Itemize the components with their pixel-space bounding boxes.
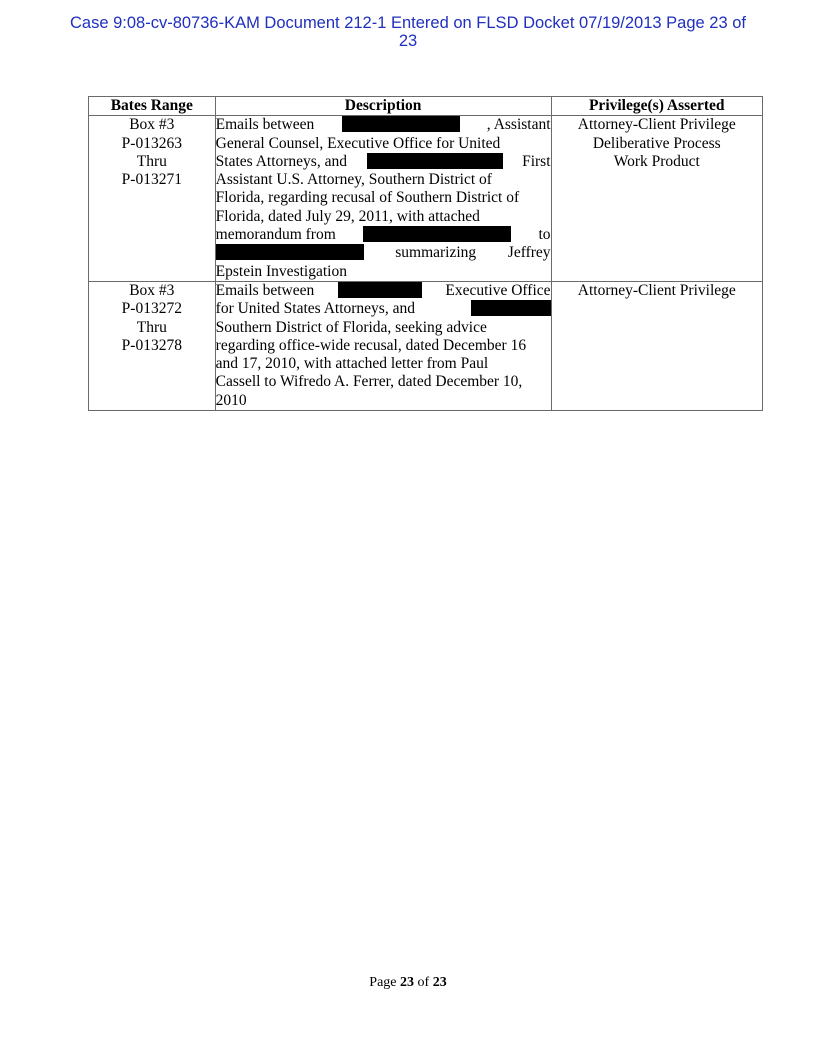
bates-range-cell	[89, 116, 216, 282]
description-line: and 17, 2010, with attached letter from Paul	[215, 355, 489, 373]
docket-stamp	[40, 14, 776, 50]
privileges-cell	[551, 281, 762, 410]
column-header-description: Description	[215, 97, 551, 116]
privilege-item: Work Product	[613, 152, 700, 170]
description-line: Epstein Investigation	[215, 262, 347, 280]
privilege-item: Deliberative Process	[592, 134, 721, 152]
description-line: Florida, dated July 29, 2011, with attached	[215, 207, 480, 225]
redaction-block	[216, 244, 364, 260]
redaction-block	[367, 153, 503, 169]
bates-start: P-013263	[121, 134, 182, 152]
privilege-item: Attorney-Client Privilege	[577, 281, 736, 299]
description-line: States Attorneys, and First	[215, 152, 551, 170]
description-line: 2010	[215, 391, 247, 409]
description-line: Southern District of Florida, seeking advice	[215, 318, 487, 336]
description-cell	[215, 116, 551, 282]
privilege-item: Attorney-Client Privilege	[577, 116, 736, 134]
description-line: Emails between , Assistant	[215, 116, 551, 134]
description-line: memorandum from to	[215, 226, 551, 244]
description-line: General Counsel, Executive Office for United	[215, 134, 501, 152]
docket-stamp-line-2: 23	[398, 32, 418, 50]
table-row	[89, 281, 763, 410]
description-line: summarizing Jeffrey	[216, 244, 551, 262]
bates-end: P-013271	[121, 171, 182, 189]
description-line: regarding office-wide recusal, dated December 16	[215, 336, 527, 354]
bates-box: Box #3	[129, 281, 175, 299]
table-row	[89, 116, 763, 282]
privileges-cell	[551, 116, 762, 282]
redaction-block	[471, 300, 551, 316]
privilege-log-table	[88, 96, 763, 411]
bates-thru: Thru	[136, 152, 167, 170]
footer-middle: of	[414, 975, 433, 990]
description-line: Cassell to Wifredo A. Ferrer, dated December 10,	[215, 373, 523, 391]
bates-end: P-013278	[121, 336, 182, 354]
docket-stamp-line-1: Case 9:08-cv-80736-KAM Document 212-1 Entered on FLSD Docket 07/19/2013 Page 23 of	[70, 14, 746, 32]
description-line: for United States Attorneys, and	[216, 300, 551, 318]
description-line: Assistant U.S. Attorney, Southern District of	[215, 171, 492, 189]
description-cell	[215, 281, 551, 410]
column-header-bates-range: Bates Range	[89, 97, 216, 116]
bates-box: Box #3	[129, 116, 175, 134]
bates-range-cell	[89, 281, 216, 410]
footer-page-total: 23	[432, 975, 447, 990]
bates-start: P-013272	[121, 300, 182, 318]
redaction-block	[363, 226, 511, 242]
column-header-privileges: Privilege(s) Asserted	[551, 97, 762, 116]
description-line: Emails between Executive Office	[215, 281, 551, 299]
footer-prefix: Page	[369, 975, 401, 990]
redaction-block	[338, 282, 422, 298]
table-header-row	[89, 97, 763, 116]
page-footer	[0, 975, 816, 991]
footer-page-number: 23	[400, 975, 415, 990]
redaction-block	[342, 116, 460, 132]
description-line: Florida, regarding recusal of Southern District of	[215, 189, 520, 207]
bates-thru: Thru	[136, 318, 167, 336]
